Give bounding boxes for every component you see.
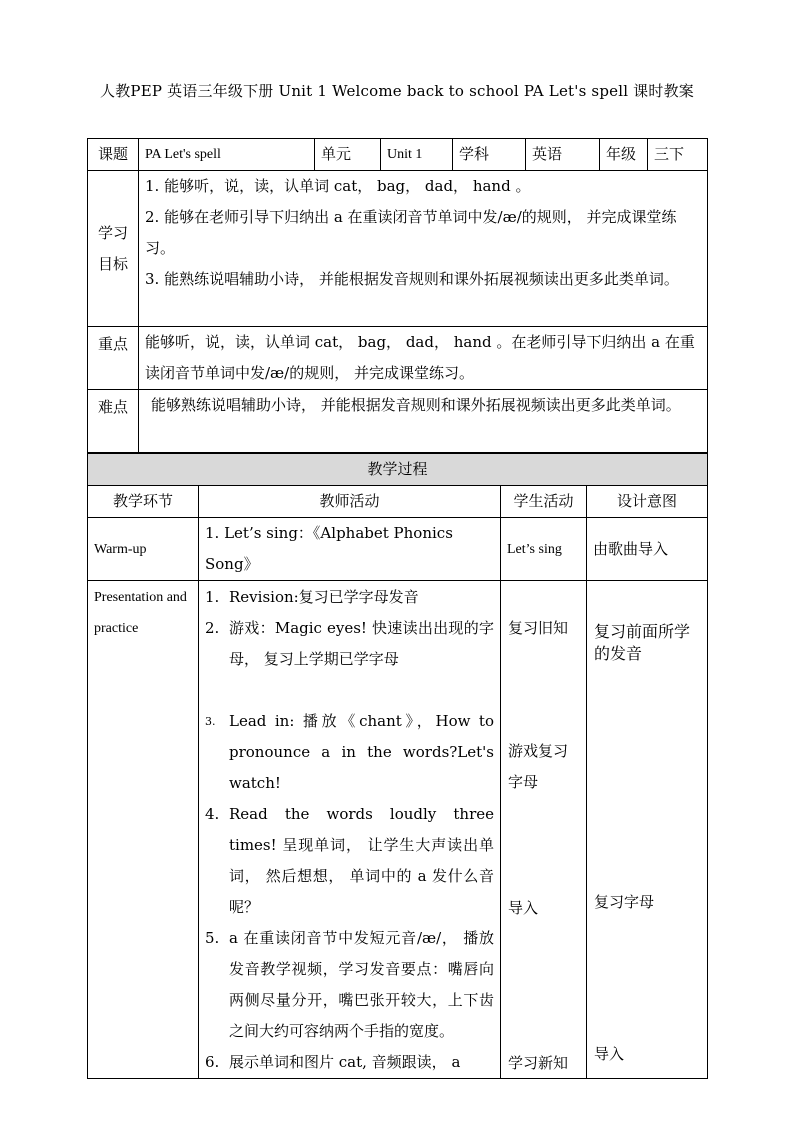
student-activities (501, 581, 587, 1079)
student-note: 导入 (508, 899, 539, 917)
column-header: 学生活动 (501, 486, 587, 518)
student-note: 复习旧知 (508, 619, 569, 637)
teacher-activities (199, 581, 501, 1079)
key-text: 能够听，说，读，认单词 cat， bag， dad， hand 。在老师引导下归纳出 a 在重读闭音节单词中发/æ/的规则， 并完成课堂练习。 (139, 327, 708, 390)
warmup-student: Let’s sing (501, 518, 587, 581)
grade-label: 年级 (600, 139, 648, 171)
lesson-info-table (87, 138, 708, 453)
intent-note: 复习前面所学的发音 (594, 622, 691, 663)
column-header: 设计意图 (587, 486, 708, 518)
teacher-step: 1. Revision:复习已学字母发音 (205, 588, 419, 606)
teacher-step: 6. 展示单词和图片 cat, 音频跟读， a (205, 1053, 461, 1071)
difficulty-label: 难点 (88, 390, 139, 453)
unit-value: Unit 1 (381, 139, 453, 171)
goal-item: 3. 能熟练说唱辅助小诗， 并能根据发音规则和课外拓展视频读出更多此类单词。 (145, 270, 679, 288)
goal-item: 2. 能够在老师引导下归纳出 a 在重读闭音节单词中发/æ/的规则， 并完成课堂练习。 (145, 208, 677, 257)
teacher-step: 3. Lead in: 播放《chant》，How to pronounce a in the words?Let's watch! (205, 712, 494, 792)
unit-label: 单元 (315, 139, 381, 171)
column-header: 教学环节 (88, 486, 199, 518)
student-note: 游戏复习字母 (508, 742, 569, 791)
intent-note: 导入 (594, 1045, 625, 1063)
subject-value: 英语 (526, 139, 600, 171)
teacher-step: 2. 游戏：Magic eyes! 快速读出出现的字母， 复习上学期已学字母 (205, 619, 494, 668)
subject-label: 学科 (453, 139, 526, 171)
topic-value: PA Let's spell (139, 139, 315, 171)
goals-cell (139, 171, 708, 327)
warmup-teacher: 1. Let’s sing：《Alphabet Phonics Song》 (199, 518, 501, 581)
difficulty-text: 能够熟练说唱辅助小诗， 并能根据发音规则和课外拓展视频读出更多此类单词。 (139, 390, 708, 453)
process-heading: 教学过程 (88, 454, 708, 486)
goals-label: 学习目标 (88, 171, 139, 327)
presentation-stage: Presentation and practice (88, 581, 199, 1079)
column-header: 教师活动 (199, 486, 501, 518)
teacher-step: 4. Read the words loudly three times! 呈现单词， 让学生大声读出单词， 然后想想， 单词中的 a 发什么音呢？ (205, 805, 494, 916)
topic-label: 课题 (88, 139, 139, 171)
goal-item: 1. 能够听，说，读，认单词 cat， bag， dad， hand 。 (145, 177, 531, 195)
warmup-stage: Warm-up (88, 518, 199, 581)
student-note: 学习新知 (508, 1054, 569, 1072)
warmup-intent: 由歌曲导入 (587, 518, 708, 581)
teacher-step: 5. a 在重读闭音节中发短元音/æ/， 播放发音教学视频，学习发音要点：嘴唇向两侧尽量分开，嘴巴张开较大，上下齿之间大约可容纳两个手指的宽度。 (205, 929, 494, 1040)
key-label: 重点 (88, 327, 139, 390)
design-intent (587, 581, 708, 1079)
grade-value: 三下 (648, 139, 708, 171)
document-title: 人教PEP 英语三年级下册 Unit 1 Welcome back to school PA Let's spell 课时教案 (100, 82, 694, 100)
teaching-process-table (87, 453, 708, 1079)
intent-note: 复习字母 (594, 893, 655, 911)
